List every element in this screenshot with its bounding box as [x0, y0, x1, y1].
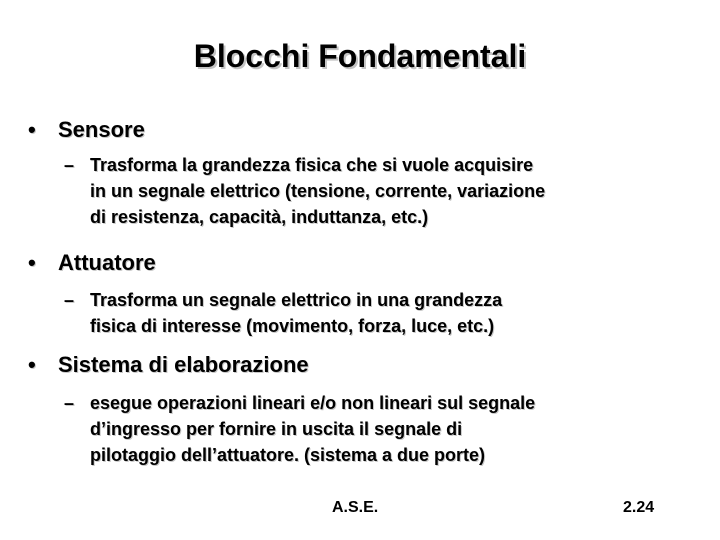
bullet-sistema-elaborazione	[28, 352, 309, 378]
footer-course-label: A.S.E.	[332, 499, 379, 516]
text-line: fisica di interesse (movimento, forza, luce, etc.)	[90, 316, 495, 336]
footer-slide-number: 2.24	[623, 499, 655, 516]
bullet-attuatore	[28, 250, 156, 276]
bullet-heading-attuatore: Attuatore	[58, 250, 156, 275]
bullet-dot: •	[28, 117, 36, 142]
sub-bullet-sistema	[64, 390, 704, 468]
sub-bullet-sensore	[64, 152, 704, 230]
dash-marker: –	[64, 393, 75, 413]
bullet-dot: •	[28, 250, 36, 275]
dash-marker: –	[64, 155, 75, 175]
dash-marker: –	[64, 290, 75, 310]
sub-bullet-text-sensore	[90, 152, 704, 230]
text-line: d’ingresso per fornire in uscita il segnale di	[90, 419, 463, 439]
text-line: in un segnale elettrico (tensione, corrente, variazione	[90, 181, 546, 201]
sub-bullet-text-sistema	[90, 390, 704, 468]
sub-bullet-text-attuatore	[90, 287, 704, 339]
slide-title: Blocchi Fondamentali	[193, 38, 527, 74]
text-line: Trasforma un segnale elettrico in una grandezza	[90, 290, 503, 310]
sub-bullet-attuatore	[64, 287, 704, 339]
text-line: di resistenza, capacità, induttanza, etc.)	[90, 207, 429, 227]
bullet-heading-sensore: Sensore	[58, 117, 145, 142]
bullet-heading-sistema: Sistema di elaborazione	[58, 352, 309, 377]
text-line: pilotaggio dell’attuatore. (sistema a due porte)	[90, 445, 486, 465]
text-line: Trasforma la grandezza fisica che si vuole acquisire	[90, 155, 534, 175]
text-line: esegue operazioni lineari e/o non lineari sul segnale	[90, 393, 536, 413]
bullet-sensore	[28, 117, 145, 143]
bullet-dot: •	[28, 352, 36, 377]
